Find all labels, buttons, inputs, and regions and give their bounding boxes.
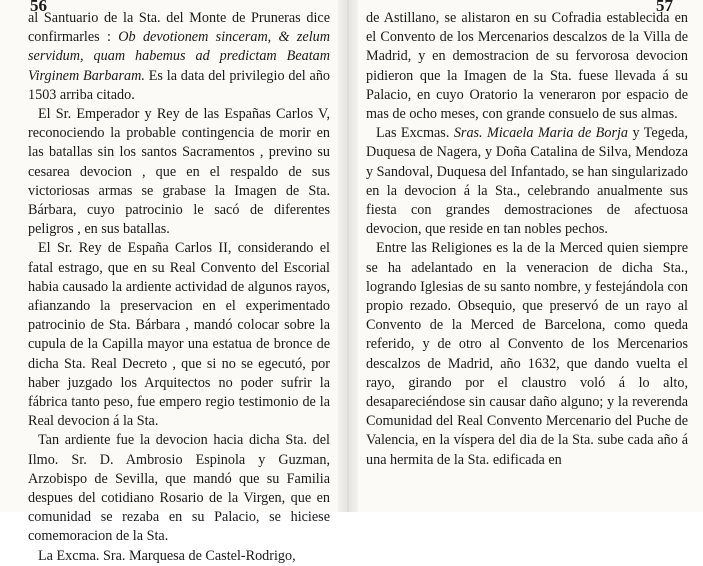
paragraph: de Astillano, se alistaron en su Cofradia establecida en el Convento de los Mercenarios descalzos de la Villa de Madrid, y en demostracion de su fervorosa devocion pidieron que la Imagen de la Sta. fuese llevada á su Palacio, en cuyo Oratorio la veneraron por espacio de mas de ocho meses, con grande consuelo de sus almas. xyxy=(366,10,688,123)
left-page-text xyxy=(28,9,330,566)
paragraph: Tan ardiente fue la devocion hacia dicha Sta. del Ilmo. Sr. D. Ambrosio Espinola y Guzman, Arzobispo de Sevilla, que mandó que su Familia despues del cotidiano Rosario de la Virgen, que en comunidad se rezaba en su Palacio, se hiciese comemoracion de la Sta. xyxy=(28,432,330,545)
text-run: Es la data del privilegio del año 1503 arriba citado. xyxy=(28,67,331,103)
book-gutter xyxy=(338,0,358,512)
paragraph: El Sr. Emperador y Rey de las Españas Carlos V, reconociendo la probable contingencia de morir en las batallas sin los santos Sacramentos , previno su cesarea devocion , que en el respaldo de sus victoriosas armas se grabase la Imagen de Sta. Bárbara, cuyo patrocinio le sacó de diferentes peligros , en sus batallas. xyxy=(28,106,330,238)
latin-quote: Ob devotionem sinceram, & zelum servidum, quam habemus ad predictam Beatam Virginem Barbaram. xyxy=(28,29,331,84)
paragraph xyxy=(366,124,688,239)
right-page xyxy=(358,0,703,512)
text-run: al Santuario de la Sta. del Monte de Pruneras dice confirmarles : xyxy=(28,10,330,46)
paragraph: La Excma. Sra. Marquesa de Castel-Rodrigo, xyxy=(38,547,296,564)
italic-name: Sras. Micaela Maria de Borja xyxy=(453,125,628,142)
page-number-left: 56 xyxy=(30,0,47,15)
paragraph: El Sr. Rey de España Carlos II, considerando el fatal estrago, que en su Real Convento del Escorial habia causado la ardiente actividad de algunos rayos, afianzando la preservacion en el experimentado patrocinio de Sta. Bárbara , mandó colocar sobre la cupula de la Capilla mayor una estatua de bronce de dicha Sta. Real Decreto , que si no se egecutó, por haber juzgado los Arquitectos no poder sufrir la fábrica tanto peso, fue empero regio testimonio de la Real devocion á la Sta. xyxy=(28,240,330,430)
right-page-text xyxy=(366,9,688,470)
page-number-right: 57 xyxy=(656,0,673,15)
paragraph: Entre las Religiones es la de la Merced quien siempre se ha adelantado en la veneracion de dicha Sta., logrando Iglesias de su santo nombre, y festejándola con propio rezado. Obsequio, que preservó de un rayo al Convento de la Merced de Barcelona, como queda referido, y de otro al Convento de los Mercenarios descalzos de Madrid, año 1632, que dando vuelta el rayo, girando por el claustro voló á lo alto, desapareciéndose sin causar daño alguno; y la reverenda Comunidad del Real Convento Mercenario del Puche de Valencia, en la víspera del dia de la Sta. sube cada año á una hermita de la Sta. edificada en xyxy=(366,240,688,468)
paragraph xyxy=(28,9,330,105)
text-run: Las Excmas. xyxy=(376,125,450,142)
text-run: y Tegeda, Duquesa de Nagera, y Doña Catalina de Silva, Mendoza y Sandoval, Duquesa del Infantado, se han singularizado en la devocion á la Sta., celebrando anualmente sus fiesta con grandes demostraciones de afectuosa devocion, que reside en tan nobles pechos. xyxy=(366,125,689,238)
left-page xyxy=(0,0,338,564)
